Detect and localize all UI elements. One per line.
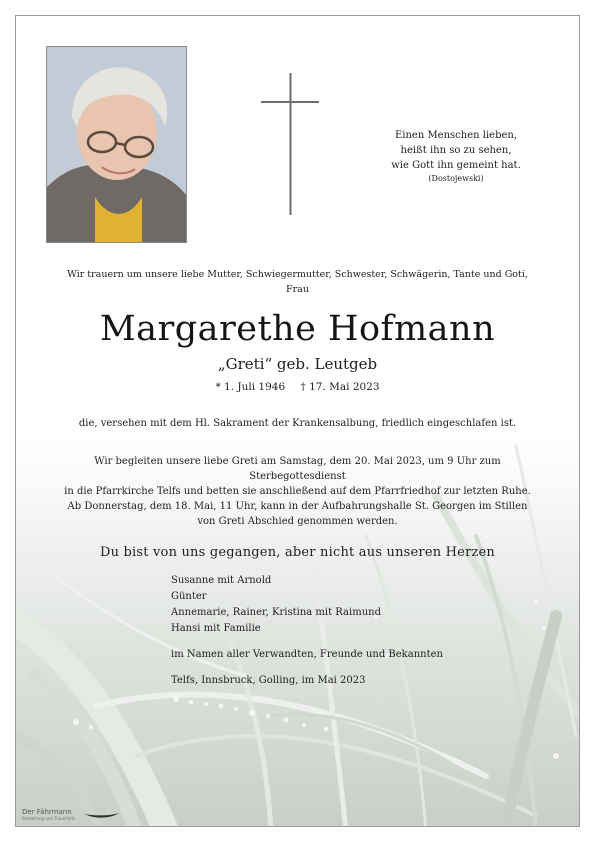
funeral-details [46,454,549,529]
deceased-nickname: „Greti“ geb. Leutgeb [217,355,378,373]
mourner-entry: Hansi mit Familie [171,623,261,634]
boat-icon [84,811,120,820]
funeral-line: von Greti Abschied genommen werden. [197,516,398,527]
intro-line: Frau [286,284,309,295]
funeral-line: Ab Donnerstag, dem 18. Mai, 11 Uhr, kann in der Aufbahrungshalle St. Georgen im Stillen [67,501,528,512]
cross-icon [261,73,321,215]
logo-name: Der Fährmann [22,808,72,816]
quote-line: heißt ihn so zu sehen, [400,145,512,156]
memorial-motto: Du bist von uns gegangen, aber nicht aus unseren Herzen [99,545,496,560]
quote-line: wie Gott ihn gemeint hat. [391,160,521,171]
relatives-line: im Namen aller Verwandten, Freunde und Bekannten [171,649,443,660]
mourner-entry: Susanne mit Arnold [171,575,272,586]
funeral-line: in die Pfarrkirche Telfs und betten sie anschließend auf dem Pfarrfriedhof zur letzten Ruhe. [64,486,531,497]
logo-tagline: Bestattung und Trauerhilfe [22,816,76,821]
undertaker-logo [22,808,132,824]
mourners-list [171,573,531,689]
life-dates [16,380,579,395]
quote-line: Einen Menschen lieben, [394,130,518,141]
mourner-entry: Annemarie, Rainer, Kristina mit Raimund [171,607,381,618]
intro-text [56,267,539,297]
intro-line: Wir trauern um unsere liebe Mutter, Schwiegermutter, Schwester, Schwägerin, Tante und Goti, [67,269,528,280]
quote-author: (Dostojewski) [428,174,484,183]
death-date: † 17. Mai 2023 [300,381,380,393]
spacer [171,663,531,673]
portrait-photo [46,46,187,243]
passed-away-text: die, versehen mit dem Hl. Sakrament der Krankensalbung, friedlich eingeschlafen ist. [78,418,517,429]
funeral-line: Wir begleiten unsere liebe Greti am Samstag, dem 20. Mai 2023, um 9 Uhr zum Sterbegottesdienst [94,456,501,482]
quote-block [376,128,536,185]
place-date-line: Telfs, Innsbruck, Golling, im Mai 2023 [171,675,366,686]
obituary-card [15,15,580,827]
deceased-name: Margarethe Hofmann [99,309,496,349]
spacer [171,637,531,647]
birth-date: * 1. Juli 1946 [215,381,286,393]
mourner-entry: Günter [171,591,207,602]
